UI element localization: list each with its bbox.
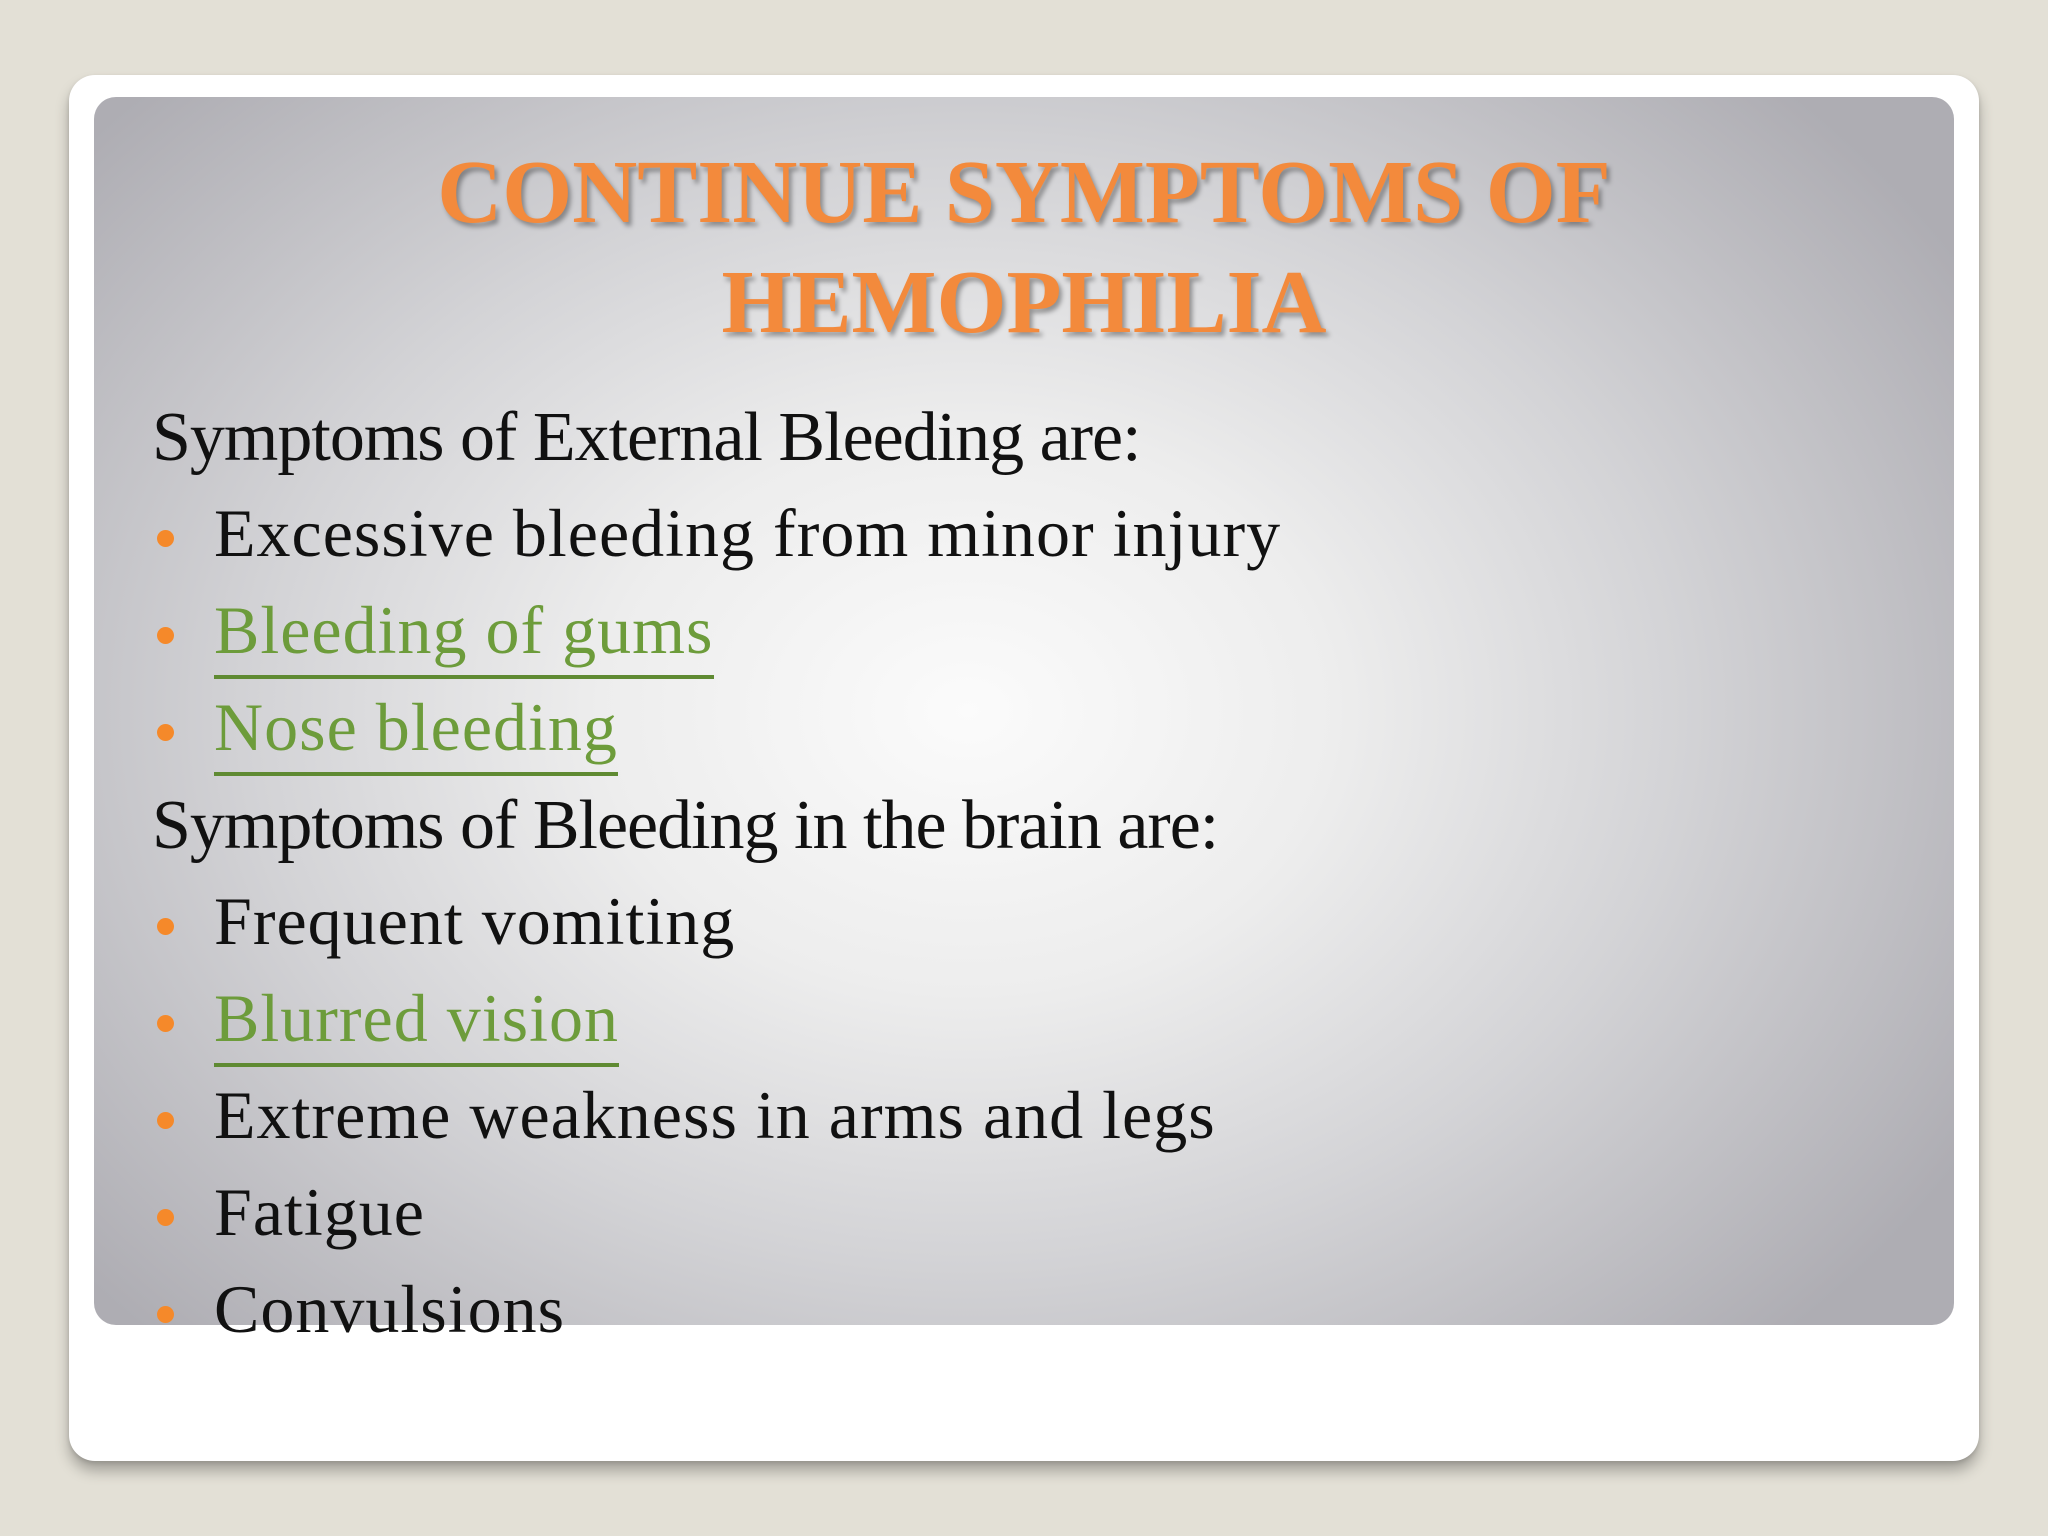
bullet-icon [157, 530, 174, 547]
bullet-icon [157, 1112, 174, 1129]
section-heading-brain: Symptoms of Bleeding in the brain are: [152, 787, 1219, 864]
list-item [152, 1169, 1752, 1266]
list-item-text: Excessive bleeding from minor injury [214, 495, 1282, 571]
list-item-text: Convulsions [214, 1271, 566, 1347]
hyperlink-blurred-vision[interactable]: Blurred vision [214, 975, 619, 1067]
list-item [152, 587, 1752, 684]
bullet-icon [157, 918, 174, 935]
slide-title-line-2: HEMOPHILIA [721, 253, 1327, 352]
bullet-icon [157, 1209, 174, 1226]
hyperlink-bleeding-of-gums[interactable]: Bleeding of gums [214, 587, 714, 679]
bullet-icon [157, 627, 174, 644]
section-heading-external: Symptoms of External Bleeding are: [152, 399, 1141, 476]
slide-title [94, 138, 1954, 358]
list-item [152, 878, 1752, 975]
list-item [152, 1266, 1752, 1363]
symptom-list [152, 393, 1752, 1363]
list-item [152, 1072, 1752, 1169]
bullet-icon [157, 1306, 174, 1323]
list-item-text: Fatigue [214, 1174, 425, 1250]
slide-title-line-1: CONTINUE SYMPTOMS OF [437, 143, 1611, 242]
list-item [152, 975, 1752, 1072]
hyperlink-nose-bleeding[interactable]: Nose bleeding [214, 684, 618, 776]
list-item [152, 684, 1752, 781]
list-item-text: Frequent vomiting [214, 883, 736, 959]
list-item [152, 490, 1752, 587]
bullet-icon [157, 1015, 174, 1032]
bullet-icon [157, 724, 174, 741]
list-item-text: Extreme weakness in arms and legs [214, 1077, 1216, 1153]
